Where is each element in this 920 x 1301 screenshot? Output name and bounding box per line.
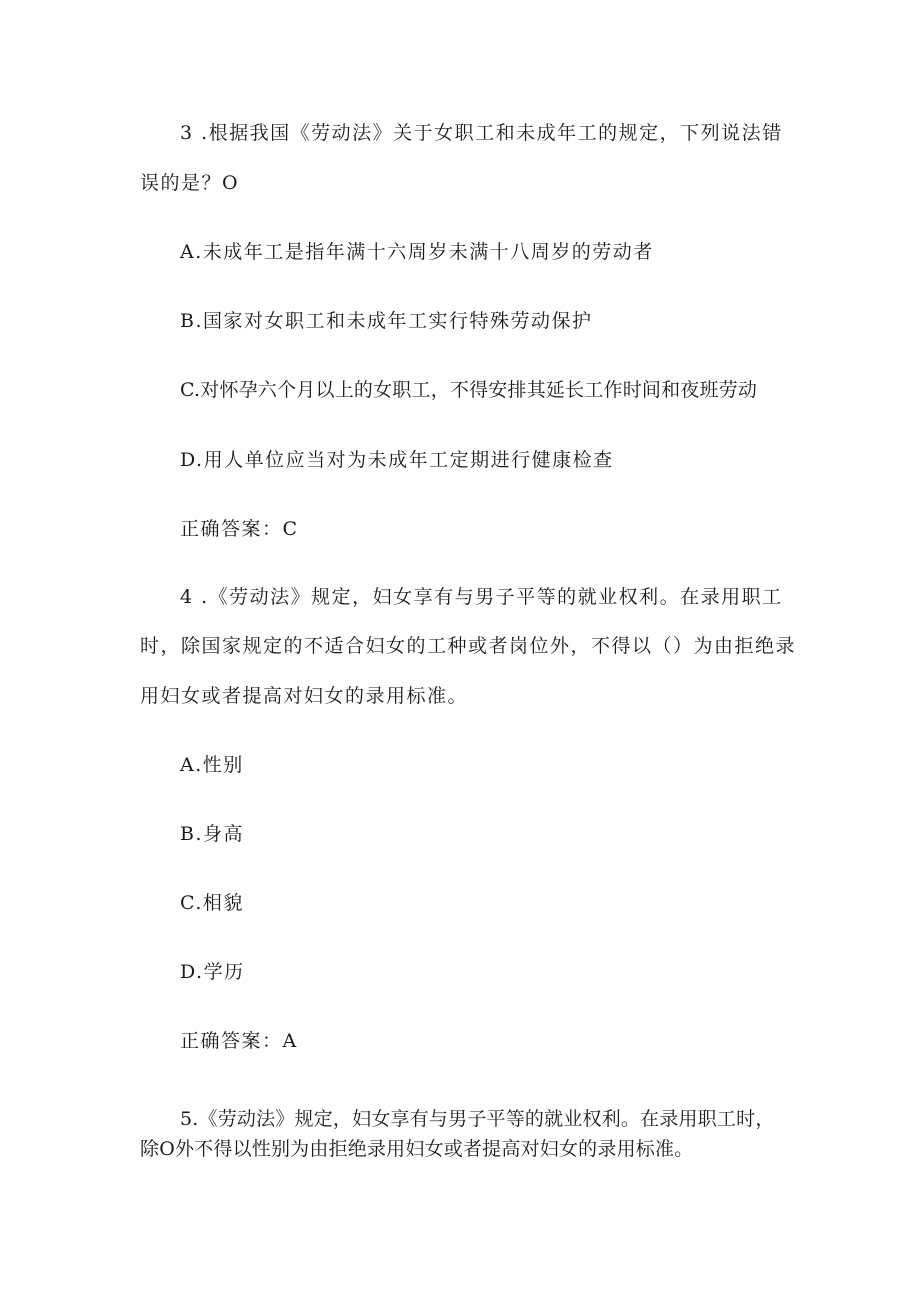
question-3-line-1: 3 .根据我国《劳动法》关于女职工和未成年工的规定，下列说法错 <box>180 122 783 144</box>
question-5-line-2: 除O外不得以性别为由拒绝录用妇女或者提高对妇女的录用标准。 <box>140 1138 694 1160</box>
question-4-line-2: 时，除国家规定的不适合妇女的工种或者岗位外，不得以（）为由拒绝录 <box>140 635 797 657</box>
question-4-option-c: C.相貌 <box>180 892 244 914</box>
question-4-line-1: 4 .《劳动法》规定，妇女享有与男子平等的就业权利。在录用职工 <box>180 586 783 608</box>
question-4-line-3: 用妇女或者提高对妇女的录用标准。 <box>140 685 469 707</box>
question-3-answer: 正确答案：C <box>180 518 299 540</box>
question-5-line-1: 5.《劳动法》规定，妇女享有与男子平等的就业权利。在录用职工时， <box>180 1108 775 1130</box>
question-3-line-2: 误的是？O <box>140 172 240 194</box>
question-3-option-d: D.用人单位应当对为未成年工定期进行健康检查 <box>180 449 614 471</box>
question-3-option-b: B.国家对女职工和未成年工实行特殊劳动保护 <box>180 310 593 332</box>
question-4-answer: 正确答案：A <box>180 1030 298 1052</box>
question-3-option-a: A.未成年工是指年满十六周岁未满十八周岁的劳动者 <box>180 241 654 263</box>
question-4-option-d: D.学历 <box>180 961 245 983</box>
question-3-option-c: C.对怀孕六个月以上的女职工，不得安排其延长工作时间和夜班劳动 <box>180 379 758 401</box>
question-4-option-b: B.身高 <box>180 823 245 845</box>
question-4-option-a: A.性别 <box>180 754 244 776</box>
